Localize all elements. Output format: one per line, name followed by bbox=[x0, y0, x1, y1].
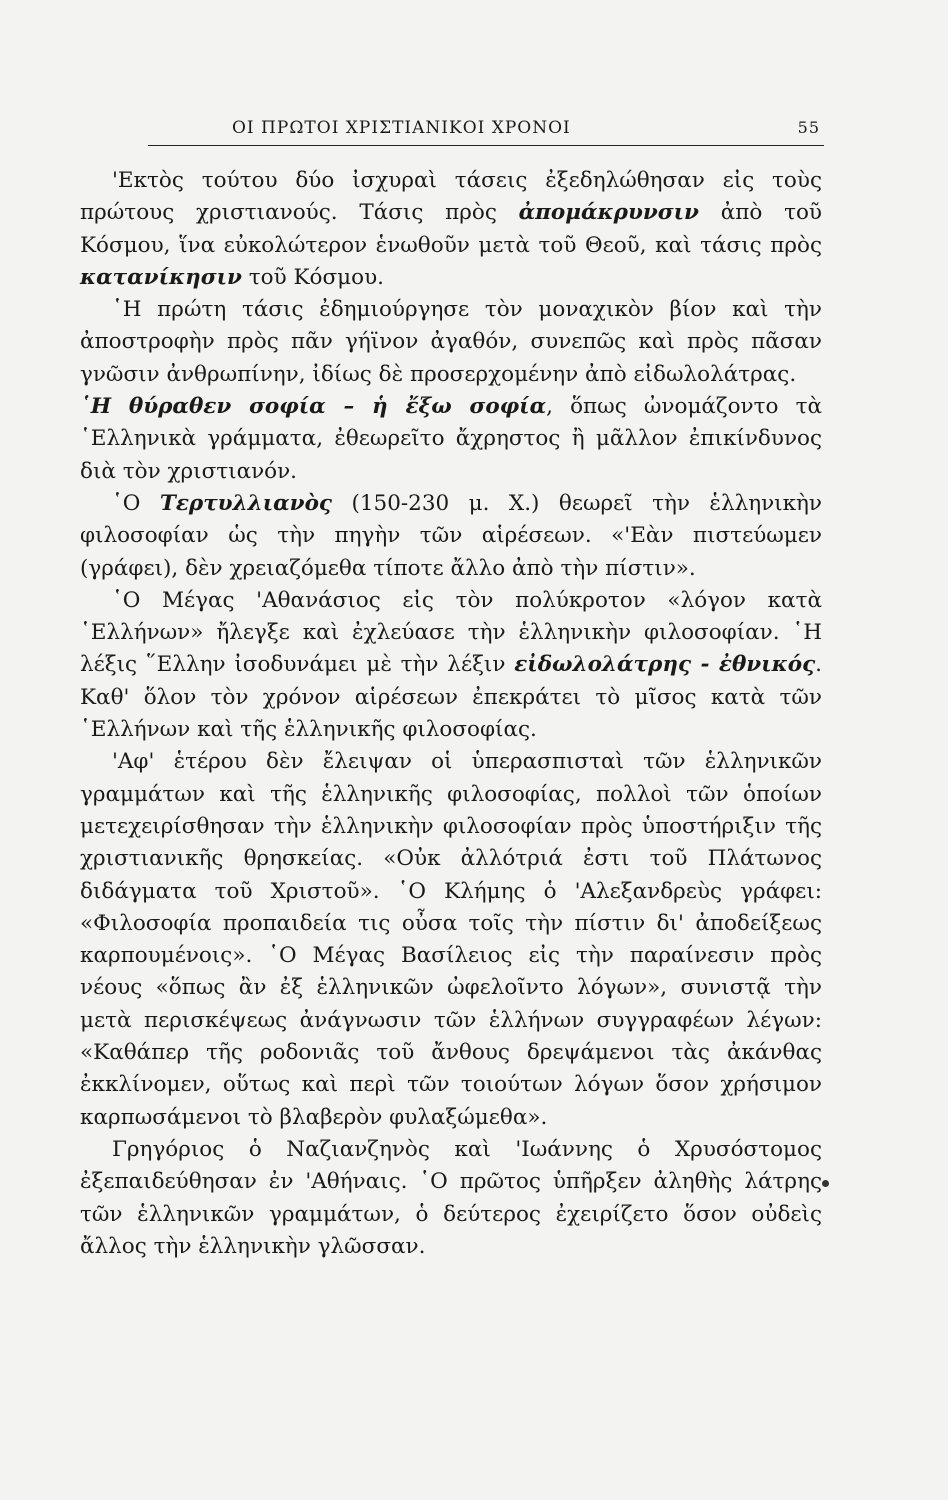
paragraph: ῾Η θύραθεν σοφία – ἡ ἔξω σοφία, ὅπως ὠνομάζοντο τὰ ῾Ελληνικὰ γράμματα, ἐθεωρεῖτο ἄχρηστος ἢ μᾶλλον ἐπικίνδυνος διὰ τὸν χριστιανόν. bbox=[80, 394, 822, 484]
emphasis: κατανίκησιν bbox=[80, 264, 242, 290]
paragraph: ῾Ο Τερτυλλιανὸς (150-230 μ. Χ.) θεωρεῖ τὴν ἑλληνικὴν φιλοσοφίαν ὡς τὴν πηγὴν τῶν αἱρέσεων. «'Εὰν πιστεύωμεν (γράφει), δὲν χρειαζόμεθα τίποτε ἄλλο ἀπὸ τὴν πίστιν». bbox=[80, 490, 822, 581]
emphasis: εἰδωλολάτρης - ἐθνικός bbox=[514, 652, 816, 678]
ink-speck bbox=[822, 1180, 829, 1187]
emphasis: ἀπομάκρυνσιν bbox=[518, 200, 699, 226]
emphasis: Τερτυλλιανὸς bbox=[159, 490, 333, 516]
paragraph: ῾Ο Μέγας 'Αθανάσιος εἰς τὸν πολύκροτον «λόγον κατὰ ῾Ελλήνων» ἤλεγξε καὶ ἐχλεύασε τὴν ἑλληνικὴν φιλοσοφίαν. ῾Η λέξις ῞Ελλην ἰσοδυνάμει μὲ τὴν λέξιν εἰδωλολάτρης - ἐθνικός. Καθ' ὅλον τὸν χρόνον αἱρέσεων ἐπεκράτει τὸ μῖσος κατὰ τῶν ῾Ελλήνων καὶ τῆς ἑλληνικῆς φιλοσοφίας. bbox=[80, 587, 823, 743]
body-text bbox=[80, 165, 822, 1263]
page-number: 55 bbox=[797, 118, 820, 137]
running-title: ΟΙ ΠΡΩΤΟΙ ΧΡΙΣΤΙΑΝΙΚΟΙ ΧΡΟΝΟΙ bbox=[232, 118, 571, 138]
emphasis: ῾Η θύραθεν σοφία – ἡ ἔξω σοφία bbox=[80, 394, 547, 420]
paragraph: ῾Η πρώτη τάσις ἐδημιούργησε τὸν μοναχικὸν βίον καὶ τὴν ἀποστροφὴν πρὸς πᾶν γήϊνον ἀγαθόν, συνεπῶς καὶ πρὸς πᾶσαν γνῶσιν ἀνθρωπίνην, ἰδίως δὲ προσερχομένην ἀπὸ εἰδωλολάτρας. bbox=[80, 297, 822, 387]
header-rule bbox=[148, 145, 824, 146]
paragraph: 'Εκτὸς τούτου δύο ἰσχυραὶ τάσεις ἐξεδηλώθησαν εἰς τοὺς πρώτους χριστιανούς. Τάσις πρὸς ἀπομάκρυνσιν ἀπὸ τοῦ Κόσμου, ἵνα εὐκολώτερον ἑνωθοῦν μετὰ τοῦ Θεοῦ, καὶ τάσις πρὸς κατανίκησιν τοῦ Κόσμου. bbox=[80, 168, 822, 290]
paragraph: Γρηγόριος ὁ Ναζιανζηνὸς καὶ 'Ιωάννης ὁ Χρυσόστομος ἐξεπαιδεύθησαν ἐν 'Αθήναις. ῾Ο πρῶτος ὑπῆρξεν ἀληθὴς λάτρης τῶν ἑλληνικῶν γραμμάτων, ὁ δεύτερος ἐχειρίζετο ὅσον οὐδεὶς ἄλλος τὴν ἑλληνικὴν γλῶσσαν. bbox=[80, 1136, 822, 1259]
paragraph: 'Αφ' ἑτέρου δὲν ἔλειψαν οἱ ὑπερασπισταὶ τῶν ἑλληνικῶν γραμμάτων καὶ τῆς ἑλληνικῆς φιλοσοφίας, πολλοὶ τῶν ὁποίων μετεχειρίσθησαν τὴν ἑλληνικὴν φιλοσοφίαν πρὸς ὑποστήριξιν τῆς χριστιανικῆς θρησκείας. «Οὐκ ἀλλότριά ἐστι τοῦ Πλάτωνος διδάγματα τοῦ Χριστοῦ». ῾Ο Κλήμης ὁ 'Αλεξανδρεὺς γράφει: «Φιλοσοφία προπαιδεία τις οὖσα τοῖς τὴν πίστιν δι' ἀποδείξεως καρπουμένοις». ῾Ο Μέγας Βασίλειος εἰς τὴν παραίνεσιν πρὸς νέους «ὅπως ἂν ἐξ ἑλληνικῶν ὠφελοῖντο λόγων», συνιστᾷ τὴν μετὰ περισκέψεως ἀνάγνωσιν τῶν ἑλλήνων συγγραφέων λέγων: «Καθάπερ τῆς ροδονιᾶς τοῦ ἄνθους δρεψάμενοι τὰς ἀκάνθας ἐκκλίνομεν, οὕτως καὶ περὶ τῶν τοιούτων λόγων ὅσον χρήσιμον καρπωσάμενοι τὸ βλαβερὸν φυλαξώμεθα». bbox=[80, 749, 822, 1130]
